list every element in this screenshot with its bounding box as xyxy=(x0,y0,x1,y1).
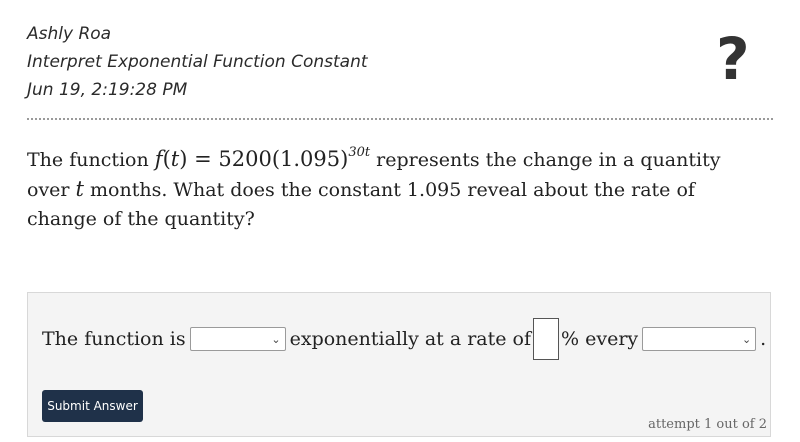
answer-box xyxy=(27,292,771,437)
percent-suffix: % every xyxy=(561,328,639,350)
answer-prefix: The function is xyxy=(42,328,186,350)
question-continuation: represents the change in a quantity over xyxy=(27,149,721,201)
rate-input[interactable] xyxy=(533,318,559,360)
timestamp: Jun 19, 2:19:28 PM xyxy=(27,80,188,100)
answer-sentence xyxy=(42,319,766,359)
sentence-end: . xyxy=(760,328,767,350)
question-text xyxy=(27,138,747,234)
assignment-title: Interpret Exponential Function Constant xyxy=(27,52,368,72)
function-expression: $f(t) = 5200(1.095)^{30t}$ xyxy=(154,145,371,171)
growth-decay-dropdown[interactable] xyxy=(190,327,286,351)
question-ending: months. What does the constant 1.095 reveal about the rate of change of the quantity? xyxy=(27,179,695,230)
chevron-down-icon: ⌄ xyxy=(271,332,281,346)
question-mark-icon[interactable]: ? xyxy=(716,25,750,93)
time-variable: t xyxy=(75,177,84,201)
question-intro: The function xyxy=(27,149,155,171)
time-period-dropdown[interactable] xyxy=(642,327,756,351)
attempt-counter: attempt 1 out of 2 xyxy=(648,417,767,432)
submit-answer-button[interactable]: Submit Answer xyxy=(42,390,143,422)
chevron-down-icon: ⌄ xyxy=(741,332,752,346)
answer-middle: exponentially at a rate of xyxy=(289,328,532,350)
header xyxy=(27,20,368,104)
student-name: Ashly Roa xyxy=(27,24,112,44)
divider xyxy=(27,118,773,120)
